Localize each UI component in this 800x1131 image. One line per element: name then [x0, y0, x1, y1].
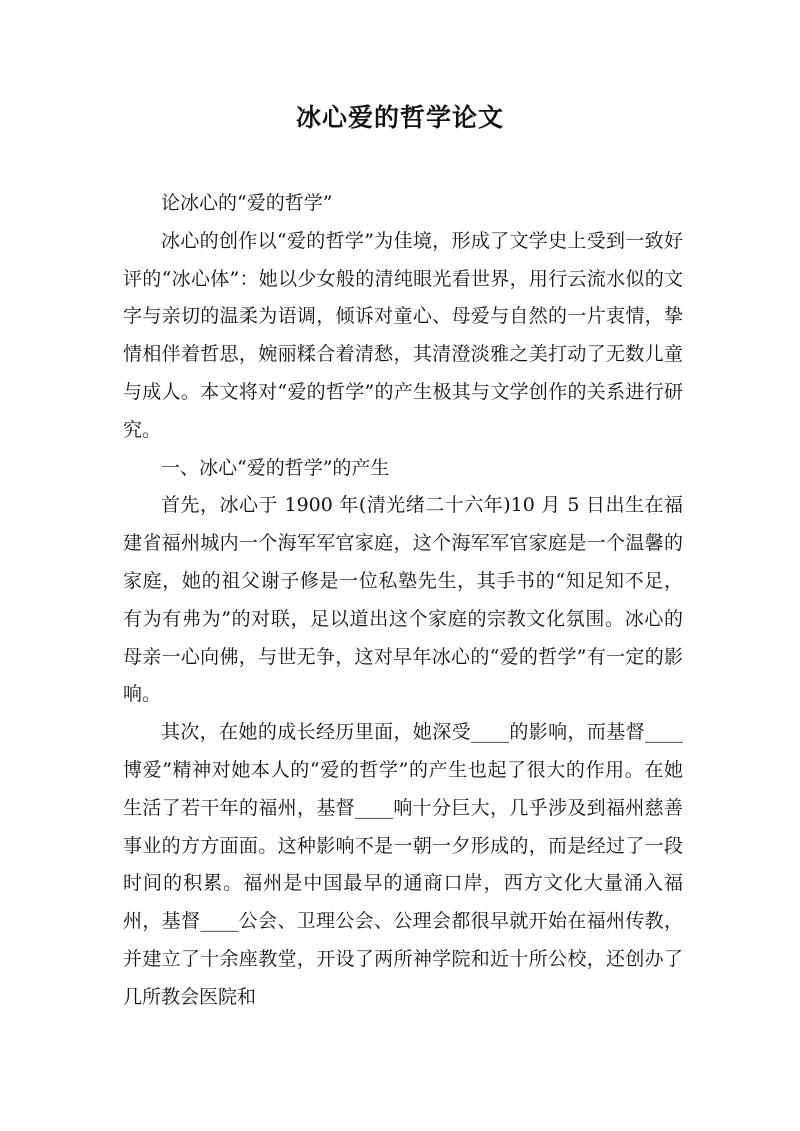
document-body: [123, 185, 683, 1017]
paragraph-first: 首先，冰心于 1900 年(清光绪二十六年)10 月 5 日出生在福建省福州城内一个海军军官家庭，这个海军军官家庭是一个温馨的家庭，她的祖父谢子修是一位私塾先生，其手书的“知足知不足，有为有弗为”的对联，足以道出这个家庭的宗教文化氛围。冰心的母亲一心向佛，与世无争，这对早年冰心的“爱的哲学”有一定的影响。: [123, 494, 683, 706]
section-heading: 一、冰心“爱的哲学”的产生: [161, 456, 390, 479]
page-title: 冰心爱的哲学论文: [295, 103, 504, 132]
paragraph-subtitle: 论冰心的“爱的哲学”: [161, 192, 333, 214]
paragraph-intro: 冰心的创作以“爱的哲学”为佳境，形成了文学史上受到一致好评的“冰心体”：她以少女般的清纯眼光看世界，用行云流水似的文字与亲切的温柔为语调，倾诉对童心、母爱与自然的一片衷情，挚情相伴着哲思，婉丽糅合着清愁，其清澄淡雅之美打动了无数儿童与成人。本文将对“爱的哲学”的产生极其与文学创作的关系进行研究。: [123, 229, 683, 441]
paragraph-second: 其次，在她的成长经历里面，她深受____的影响，而基督____博爱”精神对她本人的“爱的哲学”的产生也起了很大的作用。在她生活了若干年的福州，基督____响十分巨大，几乎涉及到福州慈善事业的方方面面。这种影响不是一朝一夕形成的，而是经过了一段时间的积累。福州是中国最早的通商口岸，西方文化大量涌入福州，基督____公会、卫理公会、公理会都很早就开始在福州传教，并建立了十余座教堂，开设了两所神学院和近十所公校，还创办了几所教会医院和: [123, 721, 683, 1008]
